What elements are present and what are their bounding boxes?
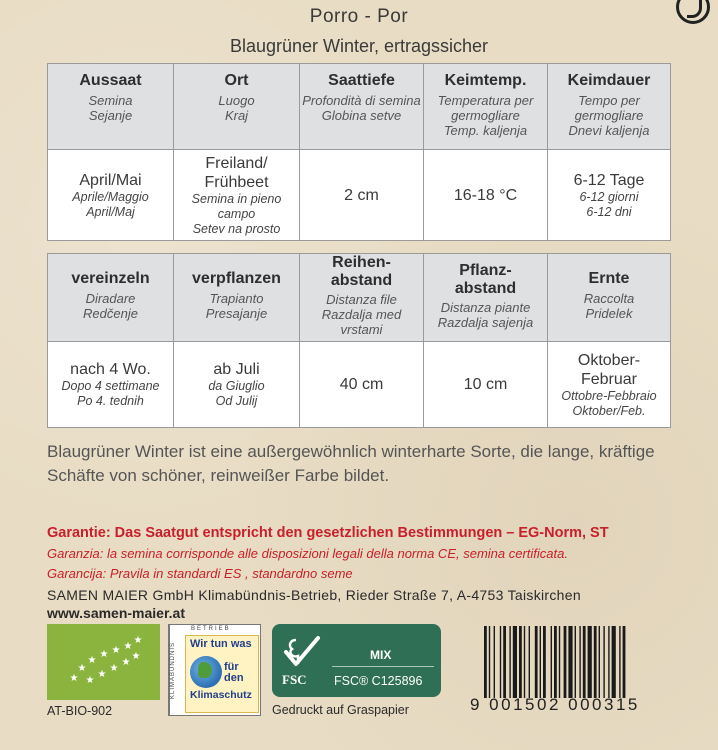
value-cell-reihenabstand [300,342,424,428]
fsc-license-code: FSC® C125896 [334,674,423,688]
value-cell-keimdauer [548,150,671,241]
value-it: 6-12 giorni [579,189,639,204]
header-it: Luogo [218,93,255,108]
value-cell-keimtemp [424,150,548,241]
value-cell-verpflanzen [174,342,300,428]
header-it: Temperatura per germogliare [437,93,534,123]
value-de: April/Mai [79,171,142,189]
value-it: Dopo 4 settimane [61,379,160,393]
guarantee-it: Garanzia: la semina corrisponde alle disposizioni legali della norma CE, semina certificata. [47,546,568,561]
table-header-row [48,254,671,342]
header-cell-ort [174,64,300,150]
header-sl: Redčenje [83,306,138,321]
table-value-row [48,150,671,241]
header-de: verpflanzen [192,270,281,287]
sowing-info-table [47,63,671,241]
klimabuendnis-logo [168,624,261,716]
eu-bio-code: AT-BIO-902 [47,704,113,718]
header-it: Raccolta [583,291,635,306]
fsc-wordmark: FSC [282,672,307,687]
header-de: Ort [224,72,249,89]
header-sl: Kraj [224,108,249,123]
fsc-mix-label: MIX [370,648,392,662]
value-sl: Po 4. tednih [77,394,144,408]
value-de: ab Juli [213,361,260,378]
header-de: vereinzeln [71,270,150,287]
guarantee-de: Garantie: Das Saatgut entspricht den gesetzlichen Bestimmungen – EG-Norm, ST [47,525,609,541]
company-address: SAMEN MAIER GmbH Klimabündnis-Betrieb, Rieder Straße 7, A-4753 Taiskirchen [47,587,581,603]
guarantee-sl: Garancija: Pravila in standardi ES , standardno seme [47,566,353,581]
globe-icon [190,656,222,688]
value-cell-aussaat [48,150,174,241]
kb-inner-box [185,635,259,713]
table-value-row [48,342,671,428]
value-de: 16-18 °C [453,186,518,204]
header-it: Tempo per germogliare [574,93,644,123]
header-de: Pflanz-abstand [454,262,517,297]
header-de: Keimtemp. [444,72,527,89]
header-cell-pflanzabstand [424,254,548,342]
fsc-tree-check-icon [282,634,322,668]
fsc-logo [272,624,441,697]
barcode-number: 9 001502 000315 [470,695,640,714]
kb-slogan-line3: Klimaschutz [190,689,252,701]
header-cell-reihenabstand [300,254,424,342]
value-it: Semina in pieno campo [191,191,282,221]
printed-on-note: Gedruckt auf Graspapier [272,703,409,717]
value-de: Freiland/ Frühbeet [204,154,269,191]
value-it: da Giuglio [208,379,265,393]
barcode-icon [484,626,668,698]
table-header-row [48,64,671,150]
value-cell-ort [174,150,300,241]
value-cell-vereinzeln [48,342,174,428]
value-sl: April/Maj [86,204,135,219]
value-de: 2 cm [344,186,379,204]
value-de: 10 cm [463,376,508,393]
value-cell-pflanzabstand [424,342,548,428]
header-it: Trapianto [209,291,264,306]
value-it: Ottobre-Febbraio [561,388,657,403]
header-sl: Dnevi kaljenja [568,123,650,138]
header-cell-keimdauer [548,64,671,150]
header-cell-ernte [548,254,671,342]
header-it: Profondità di semina [302,93,421,108]
header-sl: Sejanje [88,108,133,123]
header-cell-vereinzeln [48,254,174,342]
kb-slogan-line2: für den [224,661,244,684]
value-sl: Setev na prosto [192,221,281,236]
header-it: Distanza piante [440,300,531,315]
header-it: Diradare [85,291,136,306]
value-sl: 6-12 dni [586,204,632,219]
value-sl: Od Julij [215,394,258,408]
value-cell-saattiefe [300,150,424,241]
variety-description: Blaugrüner Winter ist eine außergewöhnlich winterharte Sorte, die lange, kräftige Schäfte von schöner, reinweißer Farbe bildet. [47,442,655,485]
header-de: Reihen-abstand [330,254,393,289]
value-sl: Oktober/Feb. [572,403,646,418]
header-de: Ernte [588,270,630,287]
header-de: Aussaat [79,72,142,89]
header-sl: Presajanje [205,306,268,321]
header-cell-aussaat [48,64,174,150]
fsc-divider [332,666,434,667]
value-de: nach 4 Wo. [70,361,151,378]
value-de: 40 cm [339,376,384,393]
leaf-stars-icon: ★ ★ ★ ★ ★ ★ ★ ★ ★ ★ ★ ★ [69,635,143,686]
header-it: Semina [88,93,133,108]
kb-top-label: BETRIEB [191,626,231,632]
header-sl: Globina setve [321,108,402,123]
header-cell-saattiefe [300,64,424,150]
header-de: Keimdauer [567,72,651,89]
value-de: Oktober-Februar [577,351,641,388]
value-it: Aprile/Maggio [72,189,149,204]
header-it: Distanza file [326,292,397,307]
page-title: Porro - Por [309,6,409,27]
variety-subtitle: Blaugrüner Winter, ertragssicher [229,36,489,56]
header-sl: Temp. kaljenja [443,123,528,138]
header-sl: Pridelek [585,306,633,321]
care-info-table [47,253,671,428]
kb-side-label: KLIMABÜNDNIS [169,625,183,715]
kb-slogan-line1: Wir tun was [190,638,252,650]
eu-organic-leaf-icon [47,624,160,700]
header-cell-keimtemp [424,64,548,150]
header-de: Saattiefe [328,72,395,89]
value-cell-ernte [548,342,671,428]
header-sl: Razdalja med vrstami [321,307,402,337]
value-de: 6-12 Tage [573,171,645,189]
header-sl: Razdalja sajenja [437,315,534,330]
company-website-link[interactable]: www.samen-maier.at [47,605,185,621]
header-cell-verpflanzen [174,254,300,342]
